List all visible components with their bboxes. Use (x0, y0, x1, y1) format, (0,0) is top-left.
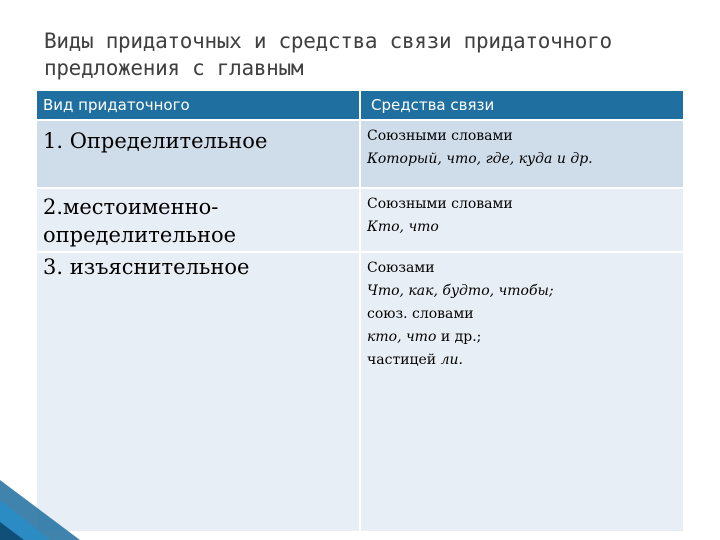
means-italic: ли. (440, 352, 463, 368)
clause-type-line: определительное (43, 223, 237, 247)
means-italic: кто, что (367, 329, 437, 345)
means-text: и др.; (436, 329, 482, 345)
clauses-table (36, 90, 684, 532)
header-clause-type: Вид придаточного (36, 90, 360, 120)
means-line (367, 280, 675, 303)
means-line: Союзами (367, 260, 435, 276)
means-cell (360, 252, 684, 532)
means-line (367, 349, 675, 372)
table-row (36, 252, 684, 532)
means-line (367, 326, 675, 349)
table-row (36, 120, 684, 188)
corner-decoration (0, 460, 80, 540)
means-line: Союзными словами (367, 128, 513, 144)
means-cell (360, 120, 684, 188)
means-line (367, 148, 675, 171)
means-line: союз. словами (367, 306, 474, 322)
means-text: частицей (367, 352, 441, 368)
title-line-1: Виды придаточных и средства связи придаточного (44, 29, 612, 53)
clause-type-cell: 1. Определительное (36, 120, 360, 188)
clause-type-cell: 3. изъяснительное (36, 252, 360, 532)
means-italic: Кто, что (367, 219, 439, 235)
title-line-2: предложения с главным (44, 56, 304, 80)
means-line: Союзными словами (367, 196, 513, 212)
means-italic: Что, как, будто, чтобы; (367, 283, 554, 299)
means-line (367, 216, 675, 239)
means-cell (360, 188, 684, 252)
table-row (36, 188, 684, 252)
clause-type-line: 2.местоименно- (43, 195, 219, 219)
means-italic: Который, что, где, куда и др. (367, 151, 593, 167)
slide-title (44, 28, 684, 82)
clause-type-cell (36, 188, 360, 252)
table-header-row (36, 90, 684, 120)
header-means-of-connection: Средства связи (360, 90, 684, 120)
